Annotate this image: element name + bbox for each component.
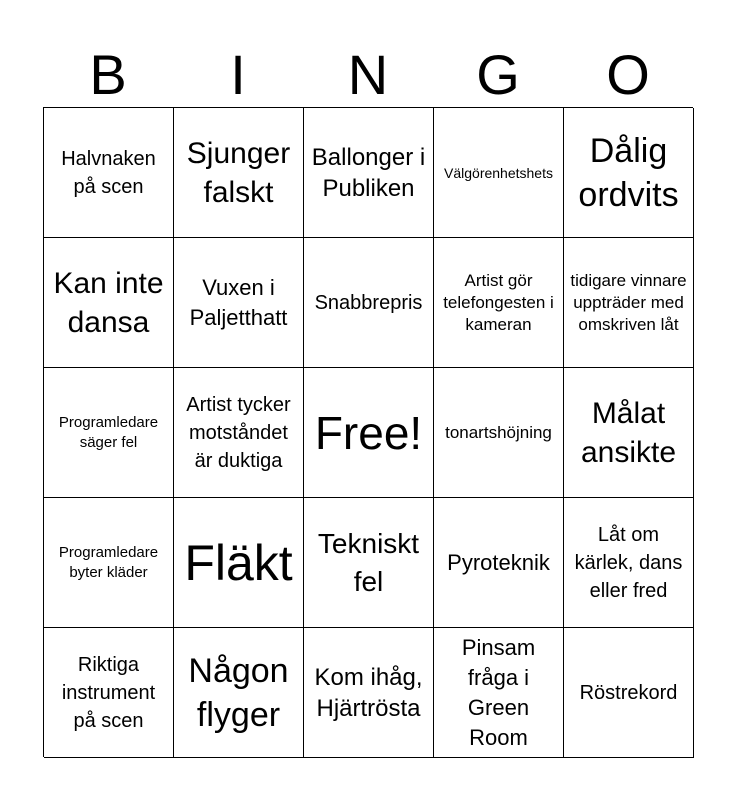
bingo-grid: [43, 107, 693, 757]
cell-text: Artist tycker motståndet är duktiga: [186, 393, 291, 472]
cell-text: Artist gör telefongesten i kameran: [443, 270, 554, 334]
cell-text: Någon flyger: [188, 651, 289, 734]
cell-text: tonartshöjning: [445, 422, 552, 442]
cell-text: Snabbrepris: [314, 291, 423, 314]
bingo-cell[interactable]: [174, 498, 304, 628]
bingo-cell[interactable]: [564, 108, 694, 238]
bingo-cell[interactable]: [174, 368, 304, 498]
cell-text: Programledare säger fel: [58, 413, 159, 451]
bingo-cell[interactable]: [44, 498, 174, 628]
cell-text: Välgörenhetshets: [444, 164, 553, 181]
cell-text: Programledare byter kläder: [58, 543, 159, 581]
bingo-cell[interactable]: [564, 368, 694, 498]
cell-text: Free!: [314, 406, 423, 459]
cell-text: Röstrekord: [579, 681, 678, 704]
bingo-cell[interactable]: [434, 498, 564, 628]
bingo-cell[interactable]: [564, 498, 694, 628]
bingo-cell[interactable]: [564, 238, 694, 368]
bingo-cell[interactable]: [434, 368, 564, 498]
bingo-cell[interactable]: [304, 498, 434, 628]
cell-text: Dålig ordvits: [578, 131, 679, 214]
cell-text: Ballonger i Publiken: [311, 143, 426, 202]
bingo-cell[interactable]: [174, 238, 304, 368]
cell-text: Riktiga instrument på scen: [61, 653, 156, 732]
bingo-cell[interactable]: [434, 628, 564, 758]
bingo-cell[interactable]: [174, 108, 304, 238]
cell-text: tidigare vinnare uppträder med omskriven låt: [570, 270, 687, 334]
bingo-cell[interactable]: [44, 628, 174, 758]
bingo-cell[interactable]: [304, 108, 434, 238]
cell-text: Pinsam fråga i Green Room: [461, 634, 536, 750]
bingo-cell[interactable]: [44, 108, 174, 238]
bingo-cell[interactable]: [44, 368, 174, 498]
cell-text: Låt om kärlek, dans eller fred: [574, 523, 683, 602]
header-letter-b: B: [89, 43, 127, 106]
cell-text: Halvnaken på scen: [61, 147, 156, 198]
cell-text: Tekniskt fel: [317, 527, 420, 597]
bingo-cell[interactable]: [564, 628, 694, 758]
header-letter-g: G: [476, 43, 520, 106]
bingo-cell[interactable]: [434, 108, 564, 238]
bingo-header: [43, 42, 693, 108]
bingo-cell[interactable]: [174, 628, 304, 758]
header-letter-o: O: [606, 43, 650, 106]
cell-text: Pyroteknik: [447, 549, 550, 575]
cell-text: Vuxen i Paljetthatt: [189, 274, 288, 330]
header-letter-i: I: [230, 43, 246, 106]
bingo-cell[interactable]: [44, 238, 174, 368]
bingo-cell[interactable]: [304, 628, 434, 758]
header-letter-n: N: [347, 43, 389, 106]
bingo-cell[interactable]: [304, 238, 434, 368]
bingo-cell[interactable]: [434, 238, 564, 368]
cell-text: Fläkt: [184, 534, 293, 591]
cell-text: Kom ihåg, Hjärtrösta: [314, 663, 423, 722]
free-space[interactable]: [304, 368, 434, 498]
cell-text: Kan inte dansa: [53, 266, 164, 339]
cell-text: Sjunger falskt: [186, 136, 291, 209]
cell-text: Målat ansikte: [580, 396, 677, 469]
